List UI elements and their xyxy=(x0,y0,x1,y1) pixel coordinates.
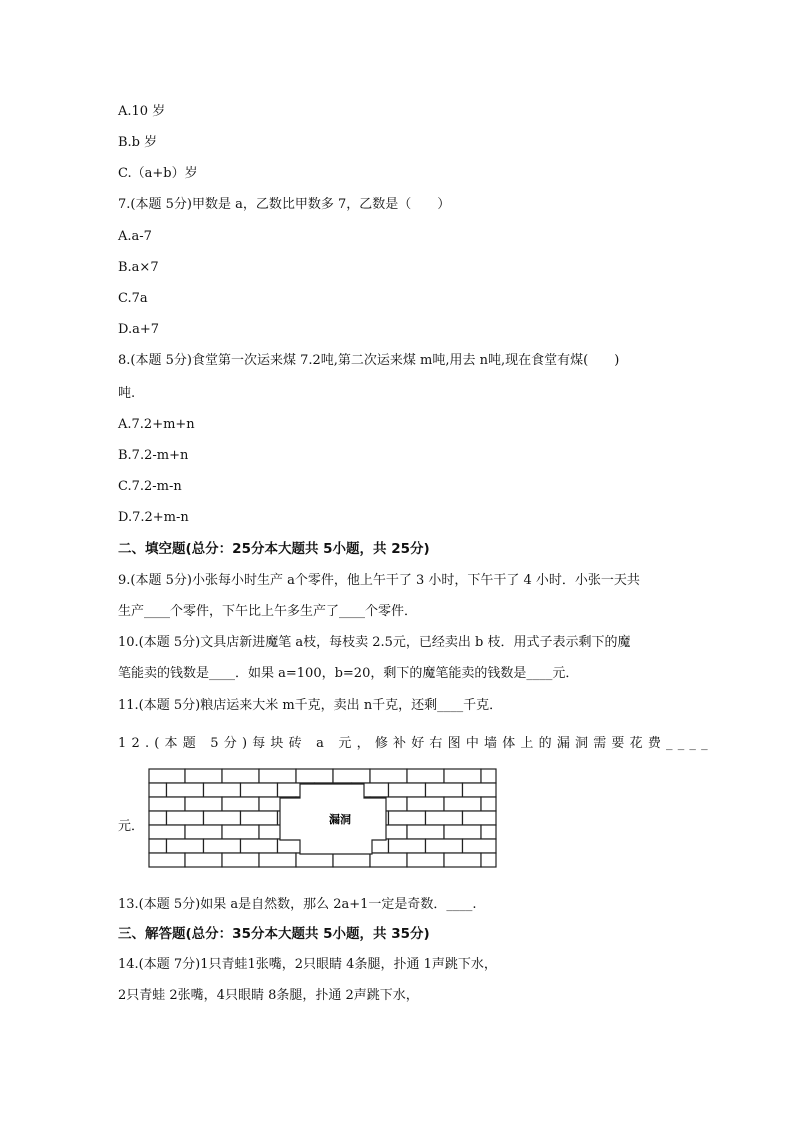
brick xyxy=(444,797,481,811)
brick xyxy=(444,853,481,867)
brick xyxy=(463,839,497,853)
q8-option-c: C.7.2-m-n xyxy=(118,479,182,494)
brick xyxy=(204,839,241,853)
brick xyxy=(185,825,222,839)
q10-line-2: 笔能卖的钱数是____．如果 a=100，b=20，剩下的魔笔能卖的钱数是____元． xyxy=(118,666,579,681)
brick xyxy=(167,811,204,825)
brick xyxy=(185,769,222,783)
brick xyxy=(222,825,259,839)
brick xyxy=(241,783,278,797)
brick xyxy=(149,783,167,797)
brick xyxy=(149,769,185,783)
section-3-heading: 三、解答题(总分：35分本大题共 5小题，共 35分) xyxy=(118,926,430,942)
brick xyxy=(167,839,204,853)
brick xyxy=(296,853,333,867)
q8-option-d: D.7.2+m-n xyxy=(118,510,189,525)
q7-stem: 7.(本题 5分)甲数是 a，乙数比甲数多 7，乙数是（ ） xyxy=(118,197,451,212)
q8-stem: 8.(本题 5分)食堂第一次运来煤 7.2吨,第二次运来煤 m吨,用去 n吨,现在食堂有煤( ) xyxy=(118,353,620,368)
hole-label: 漏洞 xyxy=(329,813,351,826)
brick xyxy=(204,811,241,825)
q13: 13.(本题 5分)如果 a是自然数，那么 2a+1一定是奇数．____. xyxy=(118,897,477,912)
brick xyxy=(185,797,222,811)
q7-option-d: D.a+7 xyxy=(118,322,160,337)
q14-line-1: 14.(本题 7分)1只青蛙1张嘴，2只眼睛 4条腿，扑通 1声跳下水， xyxy=(118,957,497,972)
brick-wall-figure xyxy=(148,768,498,880)
brick xyxy=(222,853,259,867)
brick xyxy=(481,769,496,783)
brick xyxy=(426,811,463,825)
brick xyxy=(149,825,185,839)
q6-option-b: B.b 岁 xyxy=(118,135,158,150)
q14-line-2: 2只青蛙 2张嘴，4只眼睛 8条腿，扑通 2声跳下水， xyxy=(118,988,419,1003)
q11: 11.(本题 5分)粮店运来大米 m千克，卖出 n千克，还剩____千克． xyxy=(118,698,503,713)
brick xyxy=(259,769,296,783)
brick xyxy=(481,825,496,839)
q8-option-b: B.7.2-m+n xyxy=(118,448,189,463)
brick xyxy=(149,839,167,853)
q9-line-2: 生产____个零件，下午比上午多生产了____个零件． xyxy=(118,604,418,619)
brick xyxy=(407,825,444,839)
brick xyxy=(407,797,444,811)
brick xyxy=(167,783,204,797)
brick xyxy=(370,769,407,783)
brick xyxy=(463,783,497,797)
brick xyxy=(389,783,426,797)
brick xyxy=(426,839,463,853)
brick xyxy=(370,853,407,867)
q7-option-c: C.7a xyxy=(118,291,148,306)
brick xyxy=(222,797,259,811)
q8-option-a: A.7.2+m+n xyxy=(118,417,195,432)
q7-option-b: B.a×7 xyxy=(118,260,159,275)
section-2-heading: 二、填空题(总分：25分本大题共 5小题，共 25分) xyxy=(118,541,430,557)
brick xyxy=(149,811,167,825)
q8-stem-cont: 吨. xyxy=(118,386,136,401)
brick xyxy=(149,853,185,867)
brick xyxy=(389,839,426,853)
brick xyxy=(407,769,444,783)
q12-line-1: 12.(本题 5分)每块砖 a 元，修补好右图中墙体上的漏洞需要花费____ xyxy=(118,736,713,751)
brick xyxy=(444,825,481,839)
q6-option-a: A.10 岁 xyxy=(118,104,166,119)
brick xyxy=(222,769,259,783)
brick xyxy=(259,853,296,867)
brick xyxy=(149,797,185,811)
q9-line-1: 9.(本题 5分)小张每小时生产 a个零件，他上午干了 3 小时，下午干了 4 小时．小张一天共 xyxy=(118,573,640,588)
brick xyxy=(426,783,463,797)
brick xyxy=(241,811,278,825)
brick xyxy=(296,769,333,783)
q7-option-a: A.a-7 xyxy=(118,229,152,244)
brick xyxy=(444,769,481,783)
brick xyxy=(333,769,370,783)
brick xyxy=(333,853,370,867)
brick xyxy=(204,783,241,797)
brick xyxy=(389,811,426,825)
q10-line-1: 10.(本题 5分)文具店新进魔笔 a枝，每枝卖 2.5元，已经卖出 b 枝．用式子表示剩下的魔 xyxy=(118,635,631,650)
brick xyxy=(481,853,496,867)
q12-unit: 元． xyxy=(118,819,145,834)
brick xyxy=(463,811,497,825)
brick xyxy=(481,797,496,811)
brick xyxy=(407,853,444,867)
brick xyxy=(185,853,222,867)
brick xyxy=(241,839,278,853)
q6-option-c: C.（a+b）岁 xyxy=(118,166,198,181)
